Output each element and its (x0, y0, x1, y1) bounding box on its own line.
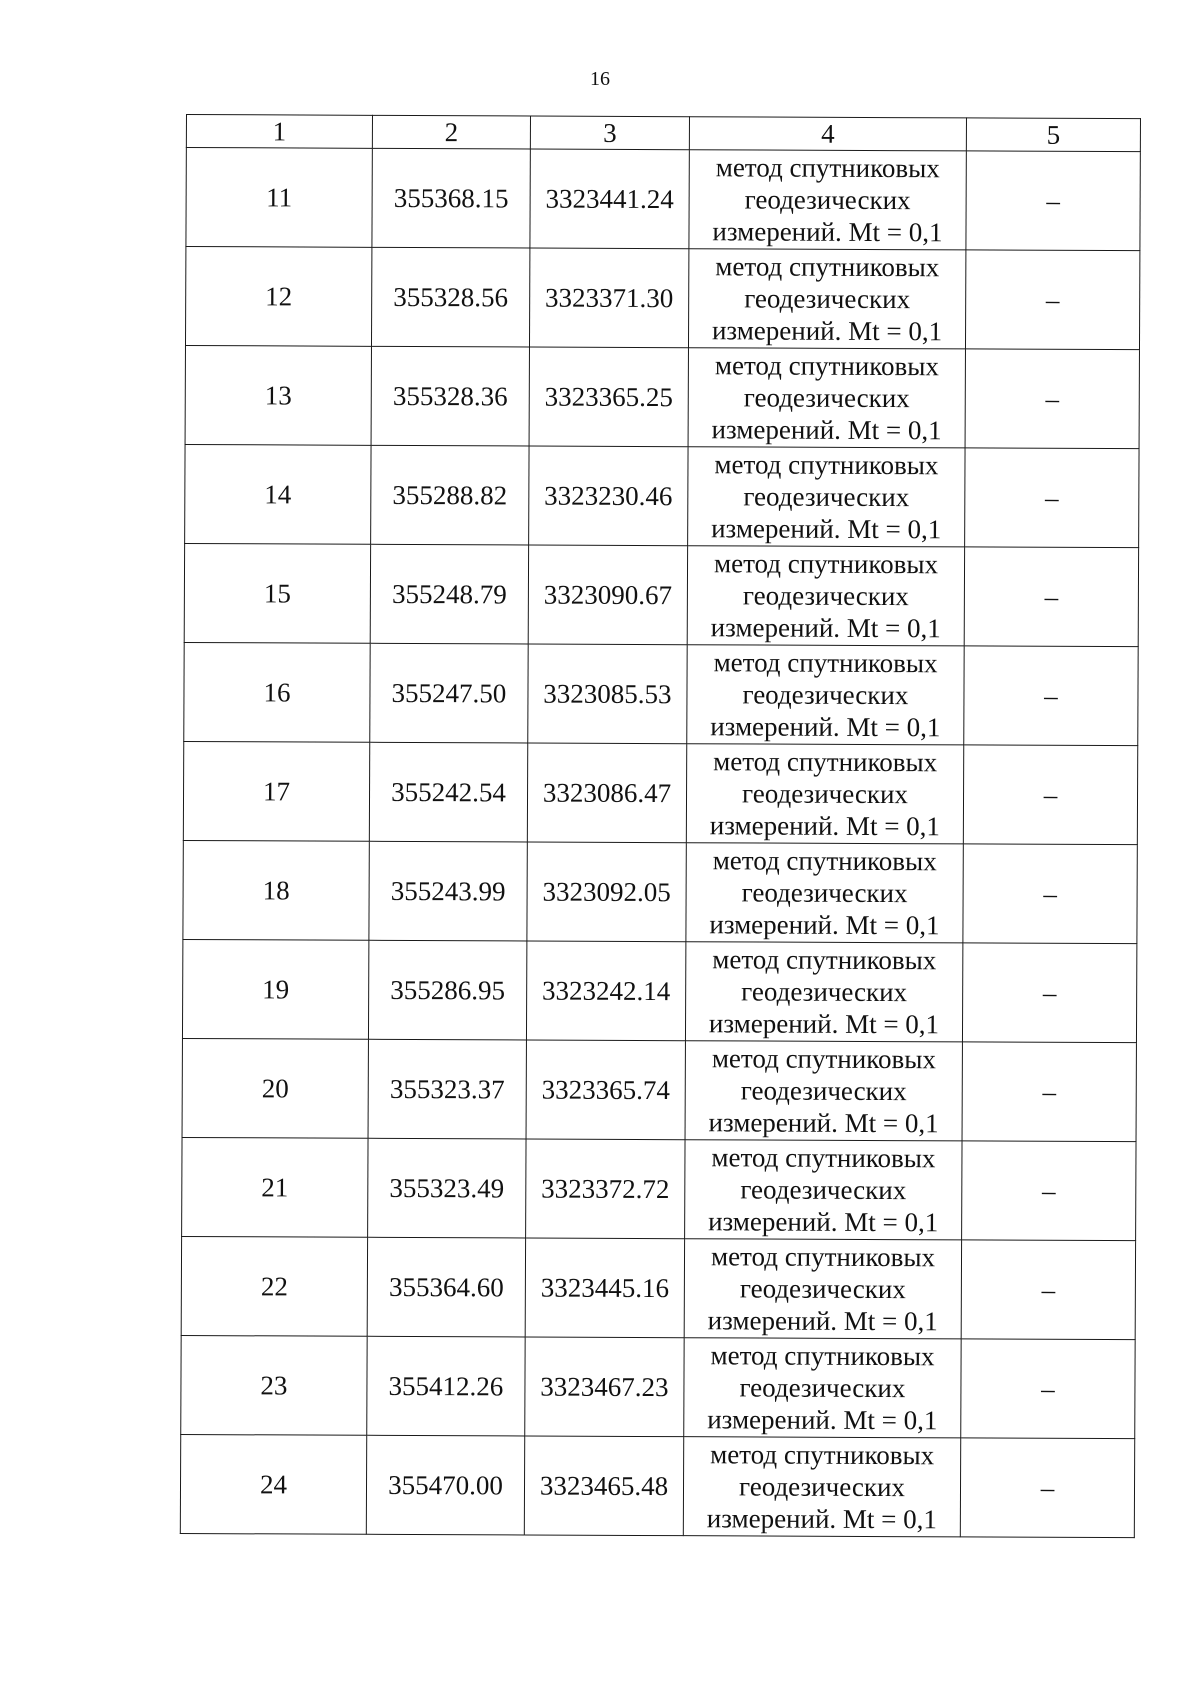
method-line: измерений. Mt = 0,1 (711, 513, 942, 545)
table-row (185, 444, 1139, 547)
table-row (182, 939, 1136, 1042)
method-line: геодезических (741, 877, 908, 909)
method-line: измерений. Mt = 0,1 (708, 1107, 939, 1139)
method-line: измерений. Mt = 0,1 (710, 612, 941, 644)
page-number: 16 (590, 68, 610, 90)
y-coordinate-cell: 3323092.05 (527, 842, 686, 942)
y-coordinate-cell: 3323085.53 (528, 644, 687, 744)
note-cell: – (963, 745, 1137, 845)
y-coordinate-cell: 3323372.72 (526, 1139, 685, 1239)
method-line: метод спутниковых (714, 449, 939, 481)
note-cell: – (962, 943, 1136, 1043)
method-line: измерений. Mt = 0,1 (711, 414, 942, 446)
method-line: измерений. Mt = 0,1 (706, 1503, 938, 1535)
note-cell: – (960, 1438, 1134, 1538)
note-cell: – (961, 1240, 1135, 1340)
table-row (184, 642, 1138, 745)
point-number-cell: 20 (182, 1038, 368, 1138)
method-line: измерений. Mt = 0,1 (708, 1008, 940, 1040)
method-line: геодезических (740, 1174, 907, 1206)
table-row (183, 840, 1137, 943)
column-header: 4 (689, 117, 966, 151)
x-coordinate-cell: 355286.95 (368, 940, 526, 1040)
note-cell: – (961, 1339, 1135, 1439)
point-number-cell: 22 (181, 1236, 367, 1336)
y-coordinate-cell: 3323371.30 (529, 248, 688, 348)
note-cell: – (966, 151, 1140, 251)
y-coordinate-cell: 3323090.67 (528, 545, 687, 645)
column-header: 3 (530, 116, 689, 150)
method-line: измерений. Mt = 0,1 (708, 1206, 939, 1238)
column-header: 2 (372, 115, 530, 149)
method-line: метод спутниковых (713, 647, 938, 679)
method-line: геодезических (744, 283, 911, 315)
method-cell (685, 1140, 962, 1240)
method-line: геодезических (741, 976, 908, 1008)
method-line: метод спутниковых (714, 350, 939, 382)
method-line: геодезических (738, 1471, 906, 1503)
method-line: геодезических (742, 580, 909, 612)
point-number-cell: 14 (185, 444, 371, 544)
method-line: метод спутниковых (710, 1340, 935, 1372)
x-coordinate-cell: 355368.15 (372, 148, 530, 248)
method-cell (684, 1338, 961, 1438)
y-coordinate-cell: 3323465.48 (524, 1436, 683, 1536)
method-line: метод спутниковых (715, 152, 940, 184)
x-coordinate-cell: 355288.82 (371, 445, 529, 545)
table-row (181, 1335, 1135, 1438)
x-coordinate-cell: 355323.49 (368, 1138, 526, 1238)
y-coordinate-cell: 3323086.47 (527, 743, 686, 843)
method-line: геодезических (743, 481, 910, 513)
y-coordinate-cell: 3323365.25 (529, 347, 688, 447)
x-coordinate-cell: 355247.50 (370, 643, 528, 743)
table-row (185, 247, 1139, 350)
x-coordinate-cell: 355412.26 (367, 1336, 525, 1436)
column-header: 1 (186, 115, 372, 149)
method-cell (683, 1437, 960, 1537)
point-number-cell: 19 (182, 939, 368, 1039)
y-coordinate-cell: 3323445.16 (525, 1238, 684, 1338)
method-line: измерений. Mt = 0,1 (709, 810, 941, 842)
x-coordinate-cell: 355243.99 (369, 841, 527, 941)
method-line: метод спутниковых (712, 845, 937, 877)
x-coordinate-cell: 355328.36 (371, 346, 529, 446)
x-coordinate-cell: 355328.56 (371, 247, 529, 347)
x-coordinate-cell: 355470.00 (366, 1435, 524, 1535)
method-cell (686, 843, 963, 943)
y-coordinate-cell: 3323230.46 (529, 446, 688, 546)
note-cell: – (965, 349, 1139, 449)
point-number-cell: 24 (180, 1434, 366, 1534)
point-number-cell: 15 (184, 543, 370, 643)
method-line: геодезических (742, 679, 909, 711)
table-row (182, 1137, 1136, 1240)
method-cell (687, 546, 964, 646)
point-number-cell: 11 (186, 148, 372, 248)
method-line: геодезических (744, 184, 911, 216)
table-header-row (186, 115, 1140, 152)
note-cell: – (964, 547, 1138, 647)
point-number-cell: 16 (184, 642, 370, 742)
point-number-cell: 18 (183, 840, 369, 940)
method-line: метод спутниковых (711, 1043, 936, 1075)
method-line: геодезических (740, 1075, 907, 1107)
note-cell: – (964, 646, 1138, 746)
y-coordinate-cell: 3323365.74 (526, 1040, 685, 1140)
method-cell (688, 447, 965, 547)
method-cell (685, 942, 962, 1042)
method-line: измерений. Mt = 0,1 (707, 1305, 938, 1337)
point-number-cell: 23 (181, 1335, 367, 1435)
method-line: метод спутниковых (713, 548, 939, 580)
method-cell (688, 249, 965, 349)
method-line: измерений. Mt = 0,1 (711, 315, 943, 347)
note-cell: – (965, 448, 1139, 548)
point-number-cell: 21 (182, 1137, 368, 1237)
note-cell: – (965, 250, 1139, 350)
point-number-cell: 17 (183, 741, 369, 841)
x-coordinate-cell: 355323.37 (368, 1039, 526, 1139)
y-coordinate-cell: 3323441.24 (530, 149, 689, 249)
method-cell (687, 645, 964, 745)
method-line: измерений. Mt = 0,1 (712, 216, 943, 248)
method-line: метод спутниковых (715, 251, 940, 283)
table-row (181, 1236, 1135, 1339)
method-line: геодезических (739, 1273, 906, 1305)
table-row (185, 345, 1139, 448)
table-row (183, 741, 1137, 844)
method-line: метод спутниковых (711, 1142, 936, 1174)
method-line: метод спутниковых (710, 1241, 936, 1273)
method-line: метод спутниковых (713, 746, 938, 778)
x-coordinate-cell: 355248.79 (370, 544, 528, 644)
method-line: геодезических (743, 382, 910, 414)
method-cell (688, 348, 965, 448)
point-number-cell: 13 (185, 345, 371, 445)
method-line: метод спутниковых (710, 1439, 935, 1471)
note-cell: – (962, 1042, 1136, 1142)
table-body (180, 148, 1140, 1538)
x-coordinate-cell: 355242.54 (369, 742, 527, 842)
y-coordinate-cell: 3323467.23 (525, 1337, 684, 1437)
coordinates-table (180, 114, 1141, 1538)
table-row (180, 1434, 1134, 1537)
method-line: измерений. Mt = 0,1 (709, 909, 940, 941)
method-line: геодезических (742, 778, 909, 810)
method-line: измерений. Mt = 0,1 (707, 1404, 938, 1436)
table-row (186, 148, 1140, 251)
method-cell (686, 744, 963, 844)
note-cell: – (962, 1141, 1136, 1241)
y-coordinate-cell: 3323242.14 (526, 941, 685, 1041)
table-row (184, 543, 1138, 646)
method-line: метод спутниковых (712, 944, 937, 976)
x-coordinate-cell: 355364.60 (367, 1237, 525, 1337)
method-cell (685, 1041, 962, 1141)
method-line: геодезических (739, 1372, 906, 1404)
method-cell (684, 1239, 961, 1339)
method-cell (689, 150, 966, 250)
table-row (182, 1038, 1136, 1141)
method-line: измерений. Mt = 0,1 (710, 711, 941, 743)
point-number-cell: 12 (185, 247, 371, 347)
column-header: 5 (966, 118, 1140, 152)
note-cell: – (963, 844, 1137, 944)
